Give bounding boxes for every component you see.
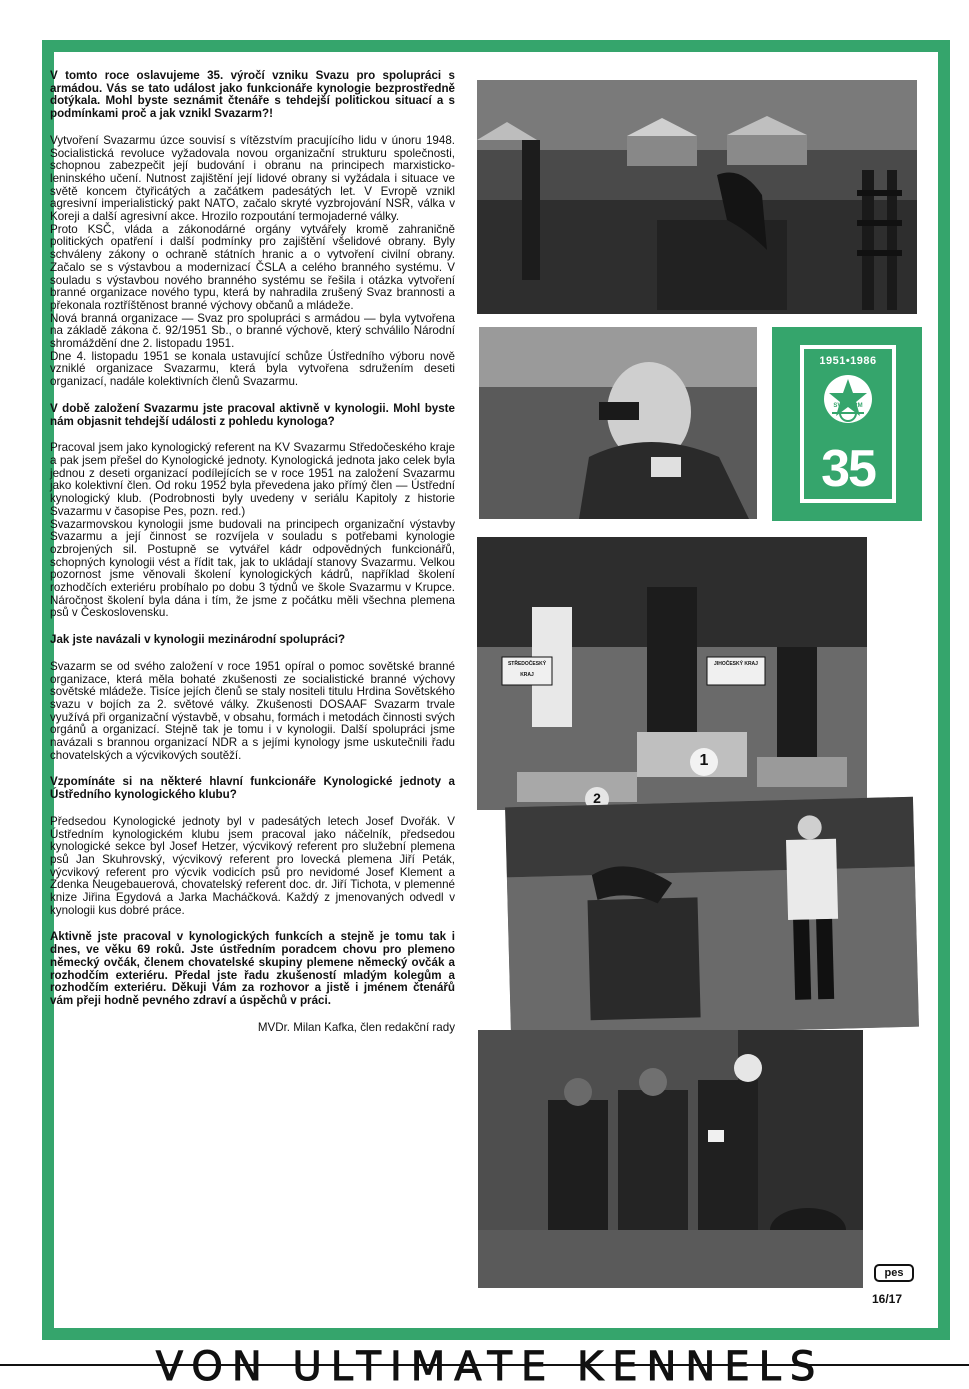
kennel-watermark xyxy=(0,1346,969,1389)
podium-number-two: 2 xyxy=(593,790,601,806)
interview-question: V tomto roce oslavujeme 35. výročí vzniku Svazu pro spolupráci s armádou. Vás se tato událost jako funkcionáře kynologie bezprostředně dotýkala. Mohl byste seznámit čtenáře s tehdejší politickou situací a s podmínkami proč a jak vznikl Svazarm?! xyxy=(50,69,455,121)
logo-name: SVAZARM xyxy=(833,403,863,409)
podium-number-one: 1 xyxy=(699,752,709,769)
interview-answer: Svazarm se od svého založení v roce 1951 opíral o pomoc sovětské branné organizace, která měla bohaté zkušenosti ze socialistické branné výchovy sovětské mládeže. Tisíce jejích členů se staly nositeli titulu Hrdina Sovětského svazu v bojích za 2. světové války. Zkušenosti DOSAAF Svazarm trvale využívá při organizační výstavbě, v obsahu, formách i metodách činnosti svých orgánů a organizací. Stejně tak je tomu i v kynologii. Další spolupráci jsme navázali s brannou organizací NDR a s jejími kynology jsme uskutečnili řadu chovatelských a výcvikových soutěží. xyxy=(50,659,455,762)
anniversary-logo-box xyxy=(772,327,922,521)
photo-rescue-team xyxy=(478,1030,863,1288)
article-text-column xyxy=(50,70,455,1034)
interview-answer: Proto KSČ, vláda a zákonodárné orgány vytvářely kromě zahraničně politických opatření i další podmínky pro zajištění všelidové obrany. Byly schváleny zákony o ochraně státních hranic a o vytvoření civilní obrany. Začalo se s výstavbou a modernizací ČSLA a celého branného systému. V souladu s výstavbou nového branného systému se řešila i otázka vytvoření branné organizace nového typu, která by nahradila zrušený Svaz brannosti a překonala roztříštěnost branné výchovy občanů a mládeže. xyxy=(50,222,455,312)
interview-answer: Vytvoření Svazarmu úzce souvisí s vítězstvím pracujícího lidu v únoru 1948. Socialistická revoluce vyžadovala novou organizační strukturu společnosti, schopnou zabezpečit její budování i obranu na principech marxisticko-leninského učení. Nutnost zajištění její lidové obrany si vyžádala i situace ve světě koncem čtyřicátých a začátkem padesátých let. V Evropě vznikl agresivní imperialistický pakt NATO, začalo skryté vyzbrojování NSR, válka v Koreji a další agresivní akce. Hrozilo rozpoutání termojaderné války. xyxy=(50,133,455,224)
interview-answer: Pracoval jsem jako kynologický referent na KV Svazarmu Středočeského kraje a pak jsem přešel do Kynologické jednoty. Kynologická jednota jako celek byla jednou z deseti organizací podílejících se v roce 1951 na založení Svazarmu jako kolektivní člen. Od roku 1952 byla převedena jako přímý člen — Ústřední kynologický klub. (Podrobnosti byly uvedeny v seriálu Kapitoly z historie Svazarmu v časopise Pes, pozn. red.) xyxy=(50,441,455,518)
photo-dog-wall-jump xyxy=(505,797,919,1038)
sign-right: JIHOČESKÝ KRAJ xyxy=(714,661,758,667)
logo-years: 1951•1986 xyxy=(819,355,877,367)
watermark-text: VON ULTIMATE KENNELS xyxy=(155,1346,825,1389)
interview-answer: Dne 4. listopadu 1951 se konala ustavující schůze Ústředního výboru nově vzniklé organizace Svazarmu, která byla vytvořena sdružením deseti organizací, nadále kolektivních členů Svazarmu. xyxy=(50,349,455,389)
magazine-badge: pes xyxy=(874,1264,914,1282)
photo-man-with-binoculars xyxy=(479,327,757,519)
anniversary-logo-border xyxy=(800,345,896,503)
interview-question: Vzpomínáte si na některé hlavní funkcionáře Kynologické jednoty a Ústředního kynologického klubu? xyxy=(50,775,455,802)
interview-answer: Předsedou Kynologické jednoty byl v padesátých letech Josef Dvořák. V Ústředním kynologickém klubu jsem pracoval jako náčelník, předsedou kynologické sekce byl Josef Hetzer, výcvikový referent pro služební plemena psů Jan Skuhrovský, výcvikový referent pro lovecká plemena Jiří Peták, výcvikový referent pro výcvik vodicích psů pro nevidomé Josef Klement a Zdenka Neugebauerová, chovatelský referent doc. dr. Jiří Tichota, v plemenné knize Jiřina Egydová a Jarka Macháčková. Každý z jmenovaných odvedl v kynologii kus dobré práce. xyxy=(50,814,455,917)
photo-podium-winners xyxy=(477,537,867,810)
svazarm-star-emblem-icon xyxy=(804,369,892,429)
logo-number: 35 xyxy=(821,440,875,498)
interview-question: V době založení Svazarmu jste pracoval aktivně v kynologii. Mohl byste nám objasnit tehdejší události z pohledu kynologa? xyxy=(50,401,455,428)
interview-question: Jak jste navázali v kynologii mezinárodní spolupráci? xyxy=(50,633,346,647)
photo-dog-jumping-camp xyxy=(477,80,917,314)
sign-left: STŘEDOČESKÝ KRAJ xyxy=(507,661,547,678)
page-number: 16/17 xyxy=(872,1292,903,1306)
interview-answer: Svazarmovskou kynologii jsme budovali na principech organizační výstavby Svazarmu a její činnost se rozvíjela v souladu s potřebami kynologie ozbrojených sil. Postupně se vytvářel kádr odpovědných funkcionářů, schopných kynologii vést a řídit tak, jak to ukládají stanovy Svazarmu. Velkou pozornost jsme věnovali školení kynologických kádrů, například školení rozhodčích exteriéru probíhalo po dobu 3 týdnů ve škole Svazarmu v Krupce. Náročnost školení byla dána i tím, že jsme z počátku měli všechna plemena psů v Československu. xyxy=(50,517,455,620)
author-signature: MVDr. Milan Kafka, člen redakční rady xyxy=(257,1020,455,1034)
interview-answer: Nová branná organizace — Svaz pro spolupráci s armádou — byla vytvořena na základě zákona č. 92/1951 Sb., o branné výchově, který schválilo Národní shromáždění dne 2. listopadu 1951. xyxy=(50,311,455,351)
closing-paragraph: Aktivně jste pracoval v kynologických funkcích a stejně je tomu tak i dnes, ve věku 69 roků. Jste ústředním poradcem chovu pro plemeno německý ovčák, členem chovatelské skupiny plemene německý ovčák a rozhodčím exteriéru. Předal jste řadu zkušeností mladým kolegům a rozhodčím exteriéru. Děkuji Vám za rozhovor a jistě i jménem čtenářů vám přeji hodně pevného zdraví a úspěchů v práci. xyxy=(50,930,455,1007)
